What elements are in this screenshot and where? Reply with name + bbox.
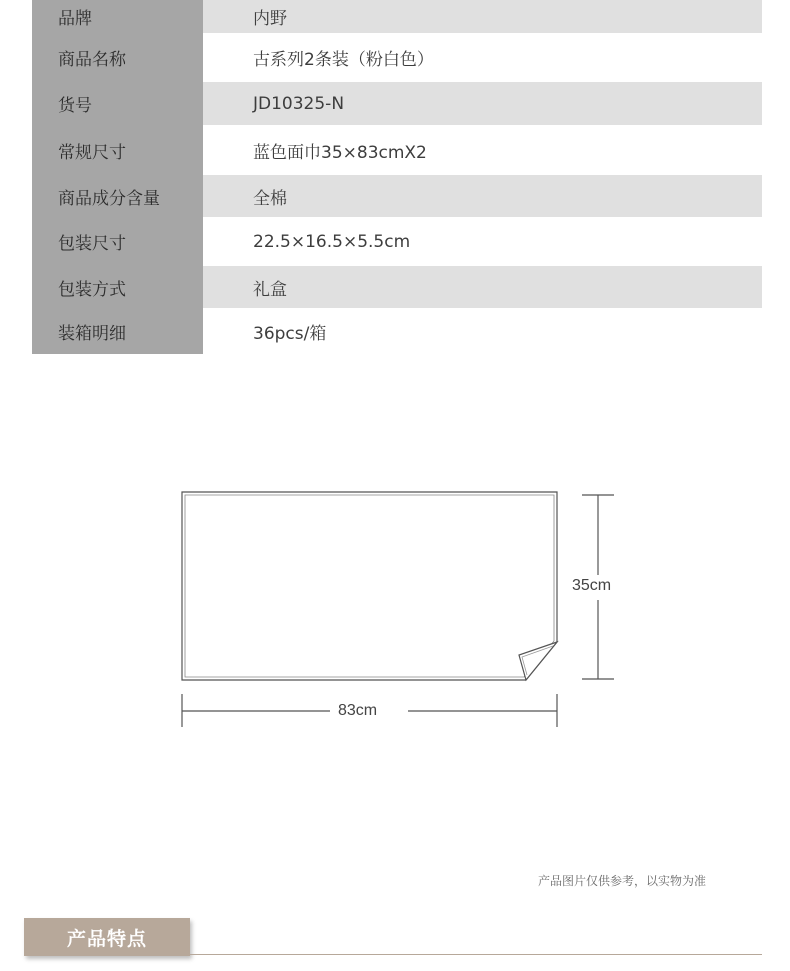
section-divider <box>190 954 762 955</box>
table-row <box>32 175 762 217</box>
spec-label: 常规尺寸 <box>32 125 203 175</box>
spec-label: 货号 <box>32 82 203 125</box>
spec-value: 古系列2条装（粉白色） <box>203 33 762 82</box>
table-row <box>32 33 762 82</box>
spec-label: 商品成分含量 <box>32 175 203 217</box>
spec-label: 品牌 <box>32 0 203 33</box>
spec-value: 22.5×16.5×5.5cm <box>203 217 762 266</box>
section-heading-tab <box>24 918 190 956</box>
disclaimer-note: 产品图片仅供参考，以实物为准 <box>538 874 707 888</box>
folded-corner <box>519 642 557 680</box>
spec-label: 包装方式 <box>32 266 203 308</box>
table-row <box>32 217 762 266</box>
section-heading: 产品特点 <box>66 927 147 950</box>
spec-value: JD10325-N <box>203 82 762 125</box>
height-label: 35cm <box>572 577 612 594</box>
spec-label: 包装尺寸 <box>32 217 203 266</box>
spec-value: 蓝色面巾35×83cmX2 <box>203 125 762 175</box>
towel-outline <box>182 492 557 680</box>
spec-value: 全棉 <box>203 175 762 217</box>
table-row <box>32 308 762 354</box>
spec-value: 内野 <box>203 0 762 33</box>
width-label: 83cm <box>338 702 378 719</box>
spec-value: 礼盒 <box>203 266 762 308</box>
spec-value: 36pcs/箱 <box>203 308 762 354</box>
spec-label: 商品名称 <box>32 33 203 82</box>
table-row <box>32 266 762 308</box>
spec-label: 装箱明细 <box>32 308 203 354</box>
table-row <box>32 82 762 125</box>
table-row <box>32 125 762 175</box>
table-row <box>32 0 762 33</box>
